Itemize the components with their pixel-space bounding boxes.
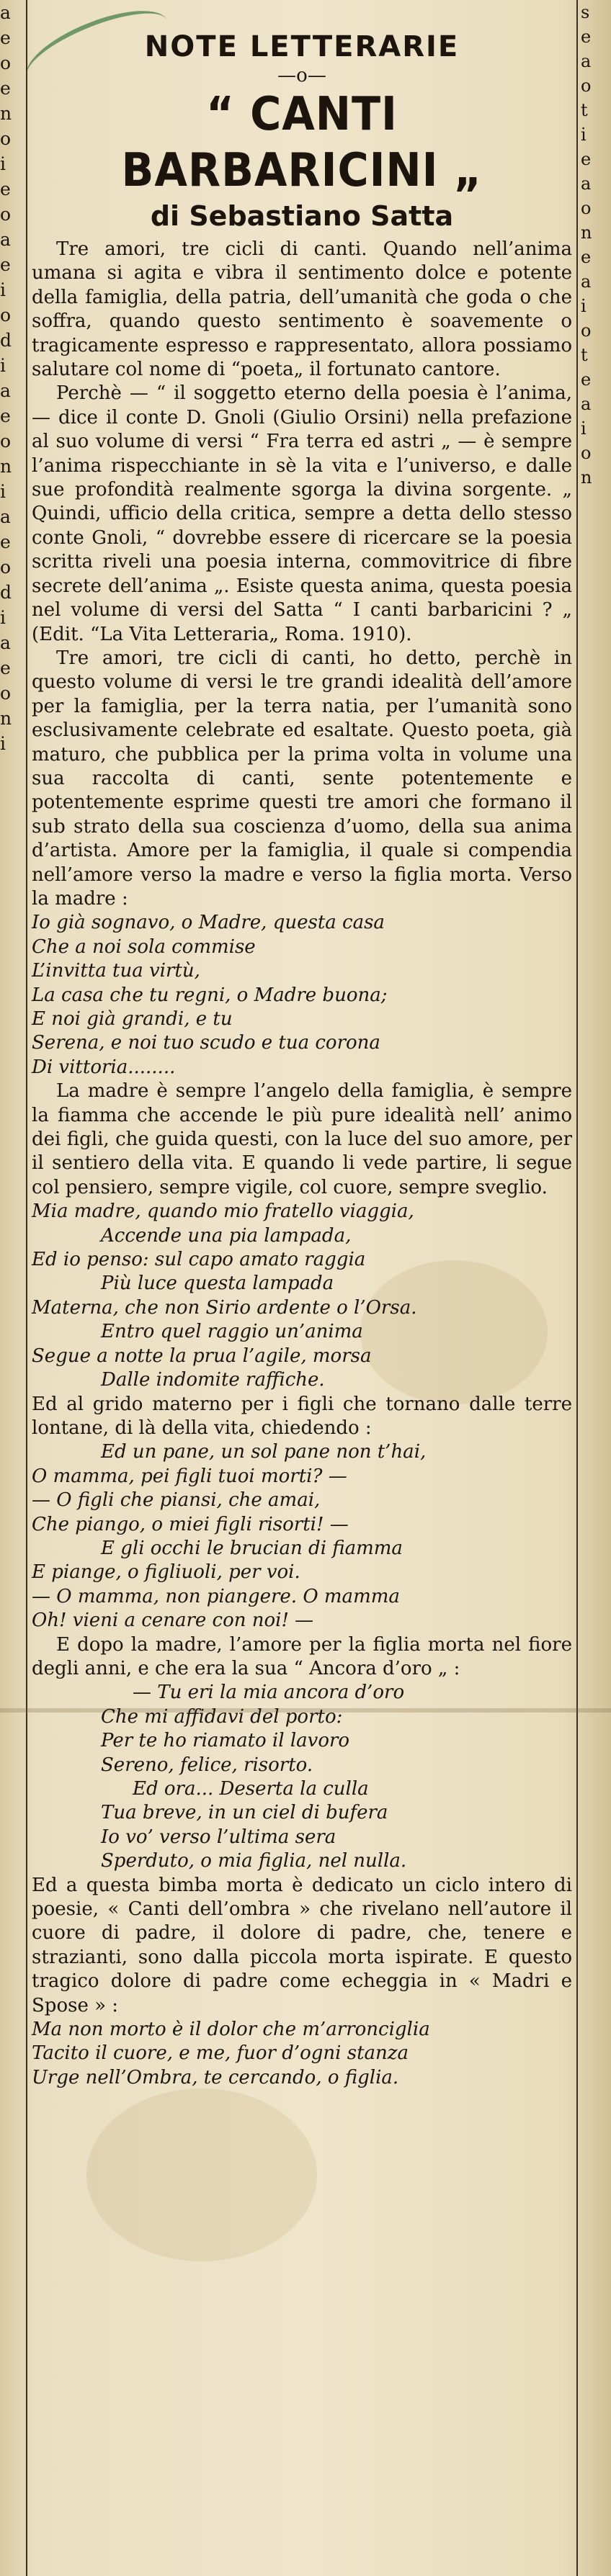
verse-line: Tua breve, in un ciel di bufera xyxy=(101,1802,388,1824)
verse-line: O mamma, pei figli tuoi morti? — xyxy=(32,1465,347,1487)
verse-block xyxy=(32,2018,572,2090)
verse-block xyxy=(32,1440,572,1633)
paragraph: E dopo la madre, l’amore per la figlia morta nel fiore degli anni, e che era la sua “ Ancora d’oro „ : xyxy=(32,1633,572,1679)
paragraph: Tre amori, tre cicli di canti, ho detto, perchè in questo volume di versi le tre grandi idealità dell’amore per la famiglia, per la terra natia, per l’umanità sono esclusivamente celebrate ed esaltate. Questo poeta, già maturo, che pubblica per la prima volta in volume una sua raccolta di canti, sente potentemente e potentemente esprime questi tre amori che formano il sub strato della sua coscienza d’uomo, della sua anima d’artista. Amore per la famiglia, il quale si compendia nell’amore verso la madre e verso la figlia morta. Verso la madre : xyxy=(32,647,572,910)
verse-line: Sereno, felice, risorto. xyxy=(101,1754,313,1776)
verse-line: Io già sognavo, o Madre, questa casa xyxy=(32,912,385,934)
paragraph: Perchè — “ il soggetto eterno della poesia è l’anima, — dice il conte D. Gnoli (Giulio Orsini) nella prefazione al suo volume di versi “ Fra terra ed astri „ — è sempre l’anima rispecchiante in sè la vita e l’universo, e dalle sue profondità realmente sgorga la divina sorgente. „ Quindi, ufficio della critica, sempre a detta dello stesso conte Gnoli, “ dovrebbe essere di ricercare se la poesia scritta riveli una poesia interna, commovitrice di fibre secrete dell’anima „. Esiste questa anima, questa poesia nel volume di versi del Satta “ I canti barbaricini ? „ (Edit. “La Vita Letteraria„ Roma. 1910). xyxy=(32,382,572,645)
verse-line: — O mamma, non piangere. O mamma xyxy=(32,1585,400,1607)
verse-line: Dalle indomite raffiche. xyxy=(101,1369,325,1391)
verse-line: Ed ora... Deserta la culla xyxy=(133,1778,369,1800)
column-rule-right xyxy=(576,0,578,2576)
verse-line: E piange, o figliuoli, per voi. xyxy=(32,1561,300,1584)
verse-line: Di vittoria........ xyxy=(32,1056,176,1078)
paragraph: Ed a questa bimba morta è dedicato un ciclo intero di poesie, « Canti dell’ombra » che rivelano nell’autore il cuore di padre, il dolore di padre, che, tenere e strazianti, sono dalla piccola morta ispirate. E questo tragico dolore di padre come echeggia in « Madri e Spose » : xyxy=(32,1874,572,2016)
verse-line: Entro quel raggio un’anima xyxy=(101,1321,363,1343)
verse-line: Che mi affidavi del porto: xyxy=(101,1705,343,1728)
right-column-fragment: s e a o t i e a o n e a i o t e a i o n xyxy=(581,2,592,488)
verse-line: L’invitta tua virtù, xyxy=(32,960,200,982)
verse-line: La casa che tu regni, o Madre buona; xyxy=(32,984,388,1006)
verse-line: Ma non morto è il dolor che m’arronciglia xyxy=(32,2019,430,2041)
column-rule-left xyxy=(26,0,27,2576)
verse-line: Sperduto, o mia figlia, nel nulla. xyxy=(101,1850,407,1872)
verse-line: Mia madre, quando mio fratello viaggia, xyxy=(32,1201,414,1223)
verse-line: Che a noi sola commise xyxy=(32,935,256,958)
paper-stain xyxy=(86,2088,317,2261)
verse-line: Materna, che non Sirio ardente o l’Orsa. xyxy=(32,1296,417,1319)
paragraph: La madre è sempre l’angelo della famiglia, è sempre la fiamma che accende le più pure idealità nell’ animo dei figli, che guida questi, con la luce del suo amore, per il sentiero della vita. E quando li vede partire, li segue col pensiero, sempre vigile, col cuore, sempre sveglio. xyxy=(32,1080,572,1198)
verse-line: Ed un pane, un sol pane non t’hai, xyxy=(101,1441,427,1463)
verse-line: Oh! vieni a cenare con noi! — xyxy=(32,1610,314,1632)
verse-line: — Tu eri la mia ancora d’oro xyxy=(133,1682,405,1704)
verse-line: Urge nell’Ombra, te cercando, o figlia. xyxy=(32,2066,399,2088)
article-title: “ CANTI BARBARICINI „ xyxy=(121,88,483,197)
verse-line: Io vo’ verso l’ultima sera xyxy=(101,1826,336,1848)
verse-line: Più luce questa lampada xyxy=(101,1273,334,1295)
verse-line: Segue a notte la prua l’agile, morsa xyxy=(32,1345,372,1367)
verse-line: Che piango, o miei figli risorti! — xyxy=(32,1513,349,1535)
byline: di Sebastiano Satta xyxy=(150,200,454,232)
paragraph: Tre amori, tre cicli di canti. Quando nell’anima umana si agita e vibra il sentimento dolce e potente della famiglia, della patria, dell’umanità che goda o che soffra, quando questo sentimento è soavemente o tragicamente espresso e rappresentato, allora possiamo salutare col nome di “poeta„ il fortunato cantore. xyxy=(32,238,572,381)
verse-line: Serena, e noi tuo scudo e tua corona xyxy=(32,1032,380,1054)
verse-line: Ed io penso: sul capo amato raggia xyxy=(32,1249,366,1271)
article-body xyxy=(32,238,572,2090)
left-column-fragment: a e o e n o i e o a e i o d i a e o n i a e o d i a e o n i xyxy=(0,2,12,754)
rubric-heading: NOTE LETTERARIE xyxy=(144,30,460,63)
verse-line: E noi già grandi, e tu xyxy=(32,1008,233,1030)
separator: —o— xyxy=(277,65,326,86)
verse-line: E gli occhi le brucian di fiamma xyxy=(101,1537,403,1559)
paragraph: Ed al grido materno per i figli che tornano dalle terre lontane, di là della vita, chiedendo : xyxy=(32,1393,572,1439)
verse-block xyxy=(32,911,572,1080)
verse-line: Accende una pia lampada, xyxy=(101,1224,352,1247)
verse-line: Tacito il cuore, e me, fuor d’ogni stanza xyxy=(32,2042,409,2065)
verse-block xyxy=(32,1200,572,1392)
verse-line: Per te ho riamato il lavoro xyxy=(101,1730,350,1752)
verse-line: — O figli che piansi, che amai, xyxy=(32,1489,321,1512)
article xyxy=(32,29,572,2090)
verse-block xyxy=(32,1681,572,1873)
